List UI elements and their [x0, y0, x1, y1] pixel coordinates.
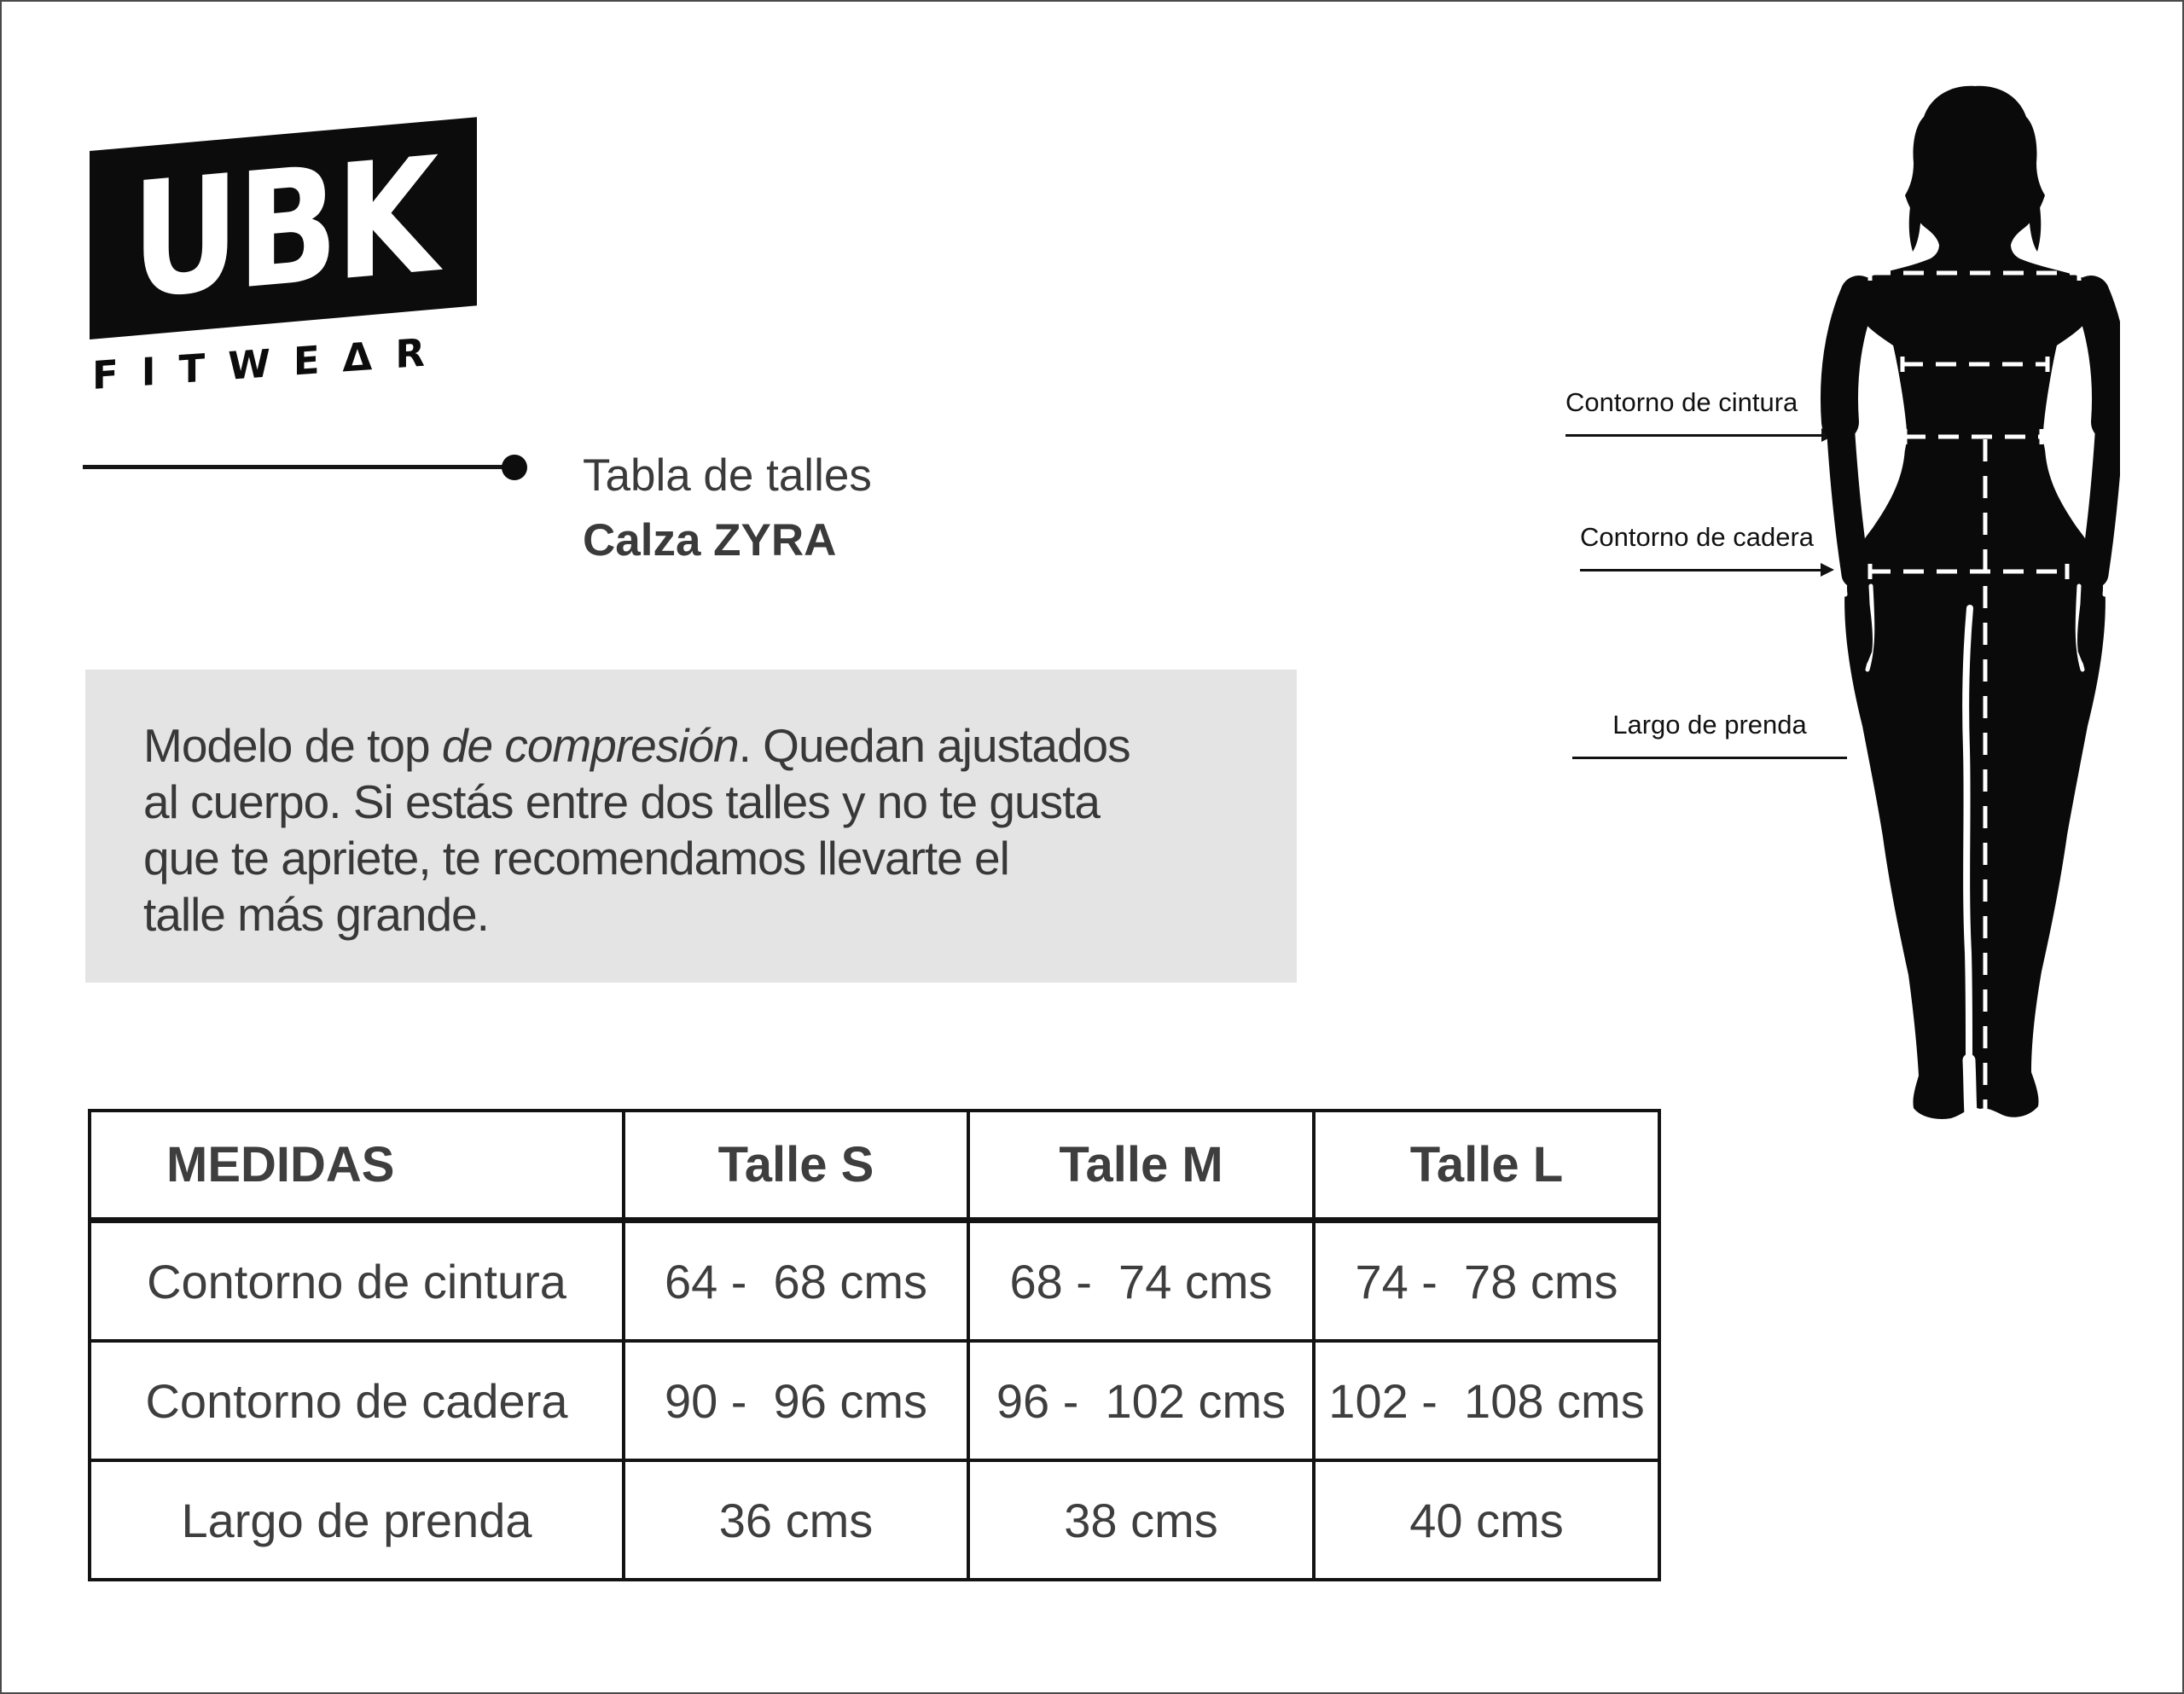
left-hand — [1856, 574, 1863, 658]
figure-container — [1787, 81, 2120, 1122]
description-line1-pre: Modelo de top — [143, 719, 442, 772]
length-size-l: 40 cms — [1314, 1460, 1659, 1580]
description-line2: al cuerpo. Si estás entre dos talles y no te gusta — [143, 775, 1100, 828]
right-arm-upper — [2091, 294, 2111, 422]
table-row — [90, 1460, 1659, 1580]
left-arm-upper — [1839, 294, 1859, 422]
bullet-dot-icon — [502, 455, 527, 480]
hip-size-s: 90 - 96 cms — [624, 1341, 968, 1460]
header-medidas: MEDIDAS — [90, 1111, 624, 1221]
title-block — [583, 444, 872, 573]
size-table — [88, 1109, 1661, 1581]
header-talle-l: Talle L — [1314, 1111, 1659, 1221]
hip-measure-label-text: Contorno de cadera — [1580, 522, 1815, 552]
right-arm-fore — [2094, 422, 2110, 574]
length-measure-label-text: Largo de prenda — [1612, 710, 1807, 740]
page-title: Tabla de talles — [583, 450, 872, 501]
row-label-length: Largo de prenda — [90, 1460, 624, 1580]
body-shape — [1844, 86, 2106, 1119]
left-arm-fore — [1840, 422, 1856, 574]
ubk-logo-text: UBK — [131, 122, 436, 334]
product-name: Calza ZYRA — [583, 515, 837, 566]
hip-size-l: 102 - 108 cms — [1314, 1341, 1659, 1460]
length-size-m: 38 cms — [968, 1460, 1314, 1580]
waist-size-l: 74 - 78 cms — [1314, 1221, 1659, 1342]
divider-line — [83, 465, 502, 469]
table-row — [90, 1221, 1659, 1342]
hip-size-m: 96 - 102 cms — [968, 1341, 1314, 1460]
length-size-s: 36 cms — [624, 1460, 968, 1580]
right-hand — [2087, 574, 2094, 658]
female-body-silhouette — [1787, 81, 2120, 1122]
ubk-logo — [90, 117, 477, 339]
description-line4: talle más grande. — [143, 888, 489, 941]
waist-measure-label-text: Contorno de cintura — [1565, 387, 1798, 417]
description-box — [85, 670, 1297, 983]
hip-measure-label — [1580, 522, 1821, 571]
leg-gap-lower — [1969, 1060, 1971, 1115]
waist-size-m: 68 - 74 cms — [968, 1221, 1314, 1342]
waist-size-s: 64 - 68 cms — [624, 1221, 968, 1342]
description-line1-italic: de compresión — [441, 719, 739, 772]
row-label-hip: Contorno de cadera — [90, 1341, 624, 1460]
fitwear-wordmark: FITWEΔR — [92, 328, 449, 398]
description-line3: que te apriete, te recomendamos llevarte el — [143, 832, 1009, 885]
table-header-row — [90, 1111, 1659, 1221]
row-label-waist: Contorno de cintura — [90, 1221, 624, 1342]
table-row — [90, 1341, 1659, 1460]
header-talle-m: Talle M — [968, 1111, 1314, 1221]
leg-gap — [1966, 608, 1970, 1113]
description-line1-post: . Quedan ajustados — [738, 719, 1130, 772]
header-talle-s: Talle S — [624, 1111, 968, 1221]
waist-measure-label — [1565, 387, 1821, 437]
